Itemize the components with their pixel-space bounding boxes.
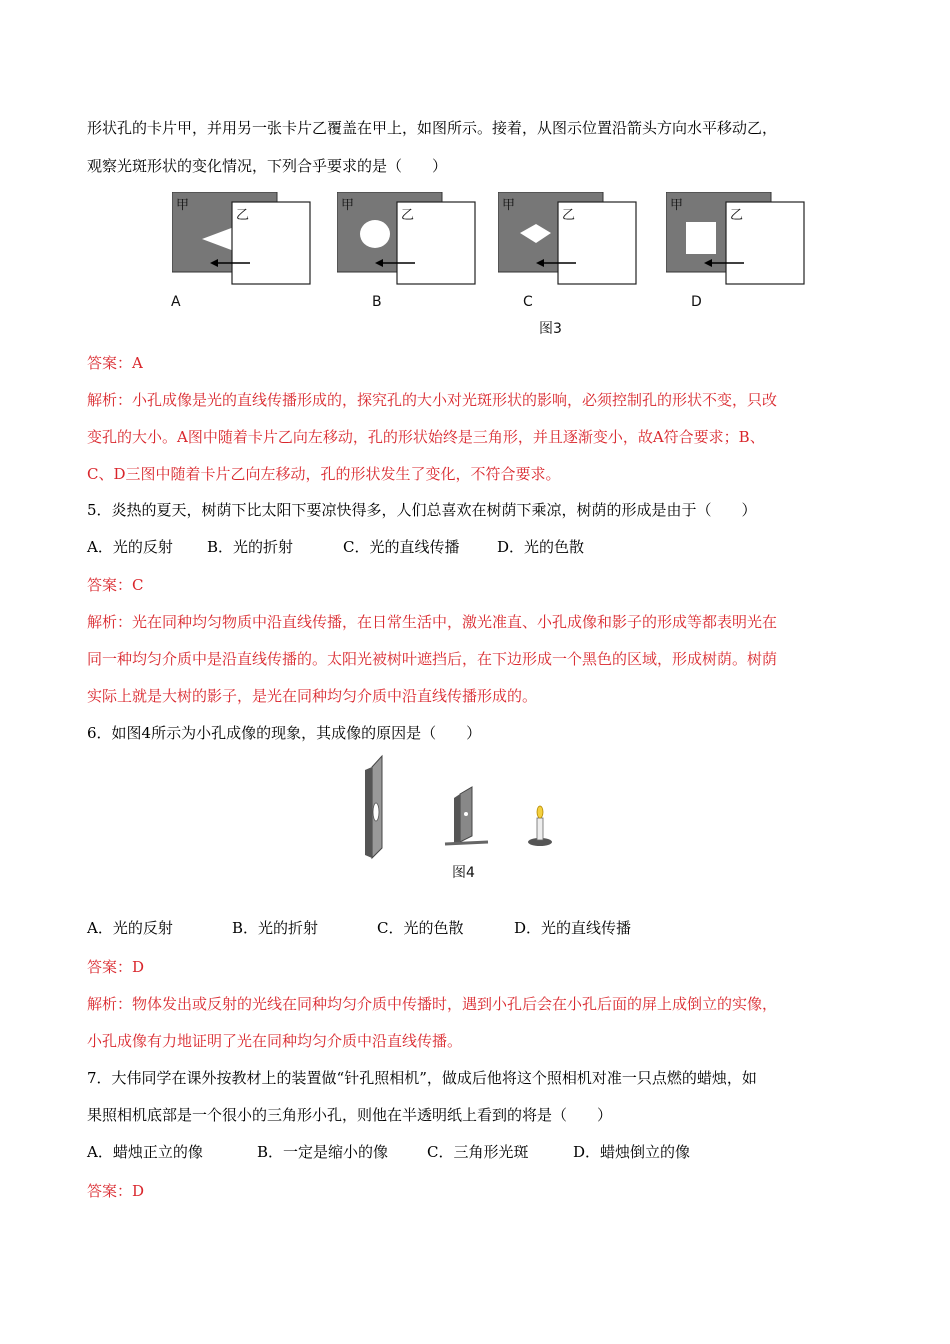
square-hole [686,222,716,254]
circle-hole [360,220,390,248]
q7-stem-line-1: 7．大伟同学在课外按教材上的装置做“针孔照相机”，做成后他将这个照相机对准一只点燃的蜡烛，如 [87,1069,757,1087]
q7-options [87,1142,690,1162]
q5-options [87,537,584,557]
q4-stem-line-1: 形状孔的卡片甲，并用另一张卡片乙覆盖在甲上，如图所示。接着，从图示位置沿箭头方向水平移动乙， [87,119,778,137]
q4-answer: 答案：A [87,354,143,372]
card-yi-label-c: 乙 [562,208,576,223]
figure-4-caption: 图4 [452,865,475,881]
q7-answer: 答案：D [87,1182,145,1200]
q5-option-a: A．光的反射 [87,538,173,556]
q6-option-a: A．光的反射 [87,919,173,937]
q6-analysis-line-1: 解析：物体发出或反射的光线在同种均匀介质中传播时，遇到小孔后会在小孔后面的屏上成倒立的实像， [87,995,778,1013]
figure-3-label-d: D [691,294,702,310]
q5-option-b: B．光的折射 [207,538,294,556]
q5-option-c: C．光的直线传播 [343,538,460,556]
pinhole-camera-illustration [360,752,590,862]
q6-stem: 6．如图4所示为小孔成像的现象，其成像的原因是（ ） [87,724,482,742]
q6-option-b: B．光的折射 [232,919,319,937]
card-jia-label-a: 甲 [176,198,190,213]
q5-analysis-line-2: 同一种均匀介质中是沿直线传播的。太阳光被树叶遮挡后，在下边形成一个黑色的区域，形成树荫。树荫 [87,650,778,668]
q5-analysis-line-1: 解析：光在同种均匀物质中沿直线传播，在日常生活中，激光准直、小孔成像和影子的形成等都表明光在 [87,613,778,631]
card-jia-label-b: 甲 [341,198,355,213]
figure-3 [170,190,810,340]
q4-analysis-line-3: C、D三图中随着卡片乙向左移动，孔的形状发生了变化，不符合要求。 [87,465,561,483]
figure-3-label-a: A [171,294,181,310]
q5-analysis-line-3: 实际上就是大树的影子，是光在同种均匀介质中沿直线传播形成的。 [87,687,538,705]
card-jia-label-d: 甲 [670,198,684,213]
card-yi-label-a: 乙 [236,208,250,223]
q5-answer: 答案：C [87,576,144,594]
card-yi-label-b: 乙 [401,208,415,223]
q4-stem-line-2: 观察光斑形状的变化情况，下列合乎要求的是（ ） [87,157,448,175]
q6-answer: 答案：D [87,958,145,976]
q7-option-a: A．蜡烛正立的像 [87,1143,203,1161]
card-yi-label-d: 乙 [730,208,744,223]
q4-analysis-line-1: 解析：小孔成像是光的直线传播形成的，探究孔的大小对光斑形状的影响，必须控制孔的形状不变，只改 [87,391,778,409]
q7-option-c: C．三角形光斑 [427,1143,529,1161]
card-jia-label-c: 甲 [502,198,516,213]
figure-3-caption: 图3 [539,321,562,337]
q6-option-c: C．光的色散 [377,919,464,937]
figure-4 [360,752,590,887]
q5-stem: 5．炎热的夏天，树荫下比太阳下要凉快得多，人们总喜欢在树荫下乘凉，树荫的形成是由于（ ） [87,501,757,519]
q6-option-d: D．光的直线传播 [514,919,632,937]
q4-analysis-line-2: 变孔的大小。A图中随着卡片乙向左移动，孔的形状始终是三角形，并且逐渐变小，故A符合要求；B、 [87,428,765,446]
figure-3-label-b: B [372,294,382,310]
q7-option-b: B．一定是缩小的像 [257,1143,389,1161]
figure-3-label-c: C [523,294,533,310]
q7-stem-line-2: 果照相机底部是一个很小的三角形小孔，则他在半透明纸上看到的将是（ ） [87,1106,613,1124]
q5-option-d: D．光的色散 [497,538,585,556]
q6-options [87,918,631,938]
q7-option-d: D．蜡烛倒立的像 [573,1143,691,1161]
q6-analysis-line-2: 小孔成像有力地证明了光在同种均匀介质中沿直线传播。 [87,1032,463,1050]
